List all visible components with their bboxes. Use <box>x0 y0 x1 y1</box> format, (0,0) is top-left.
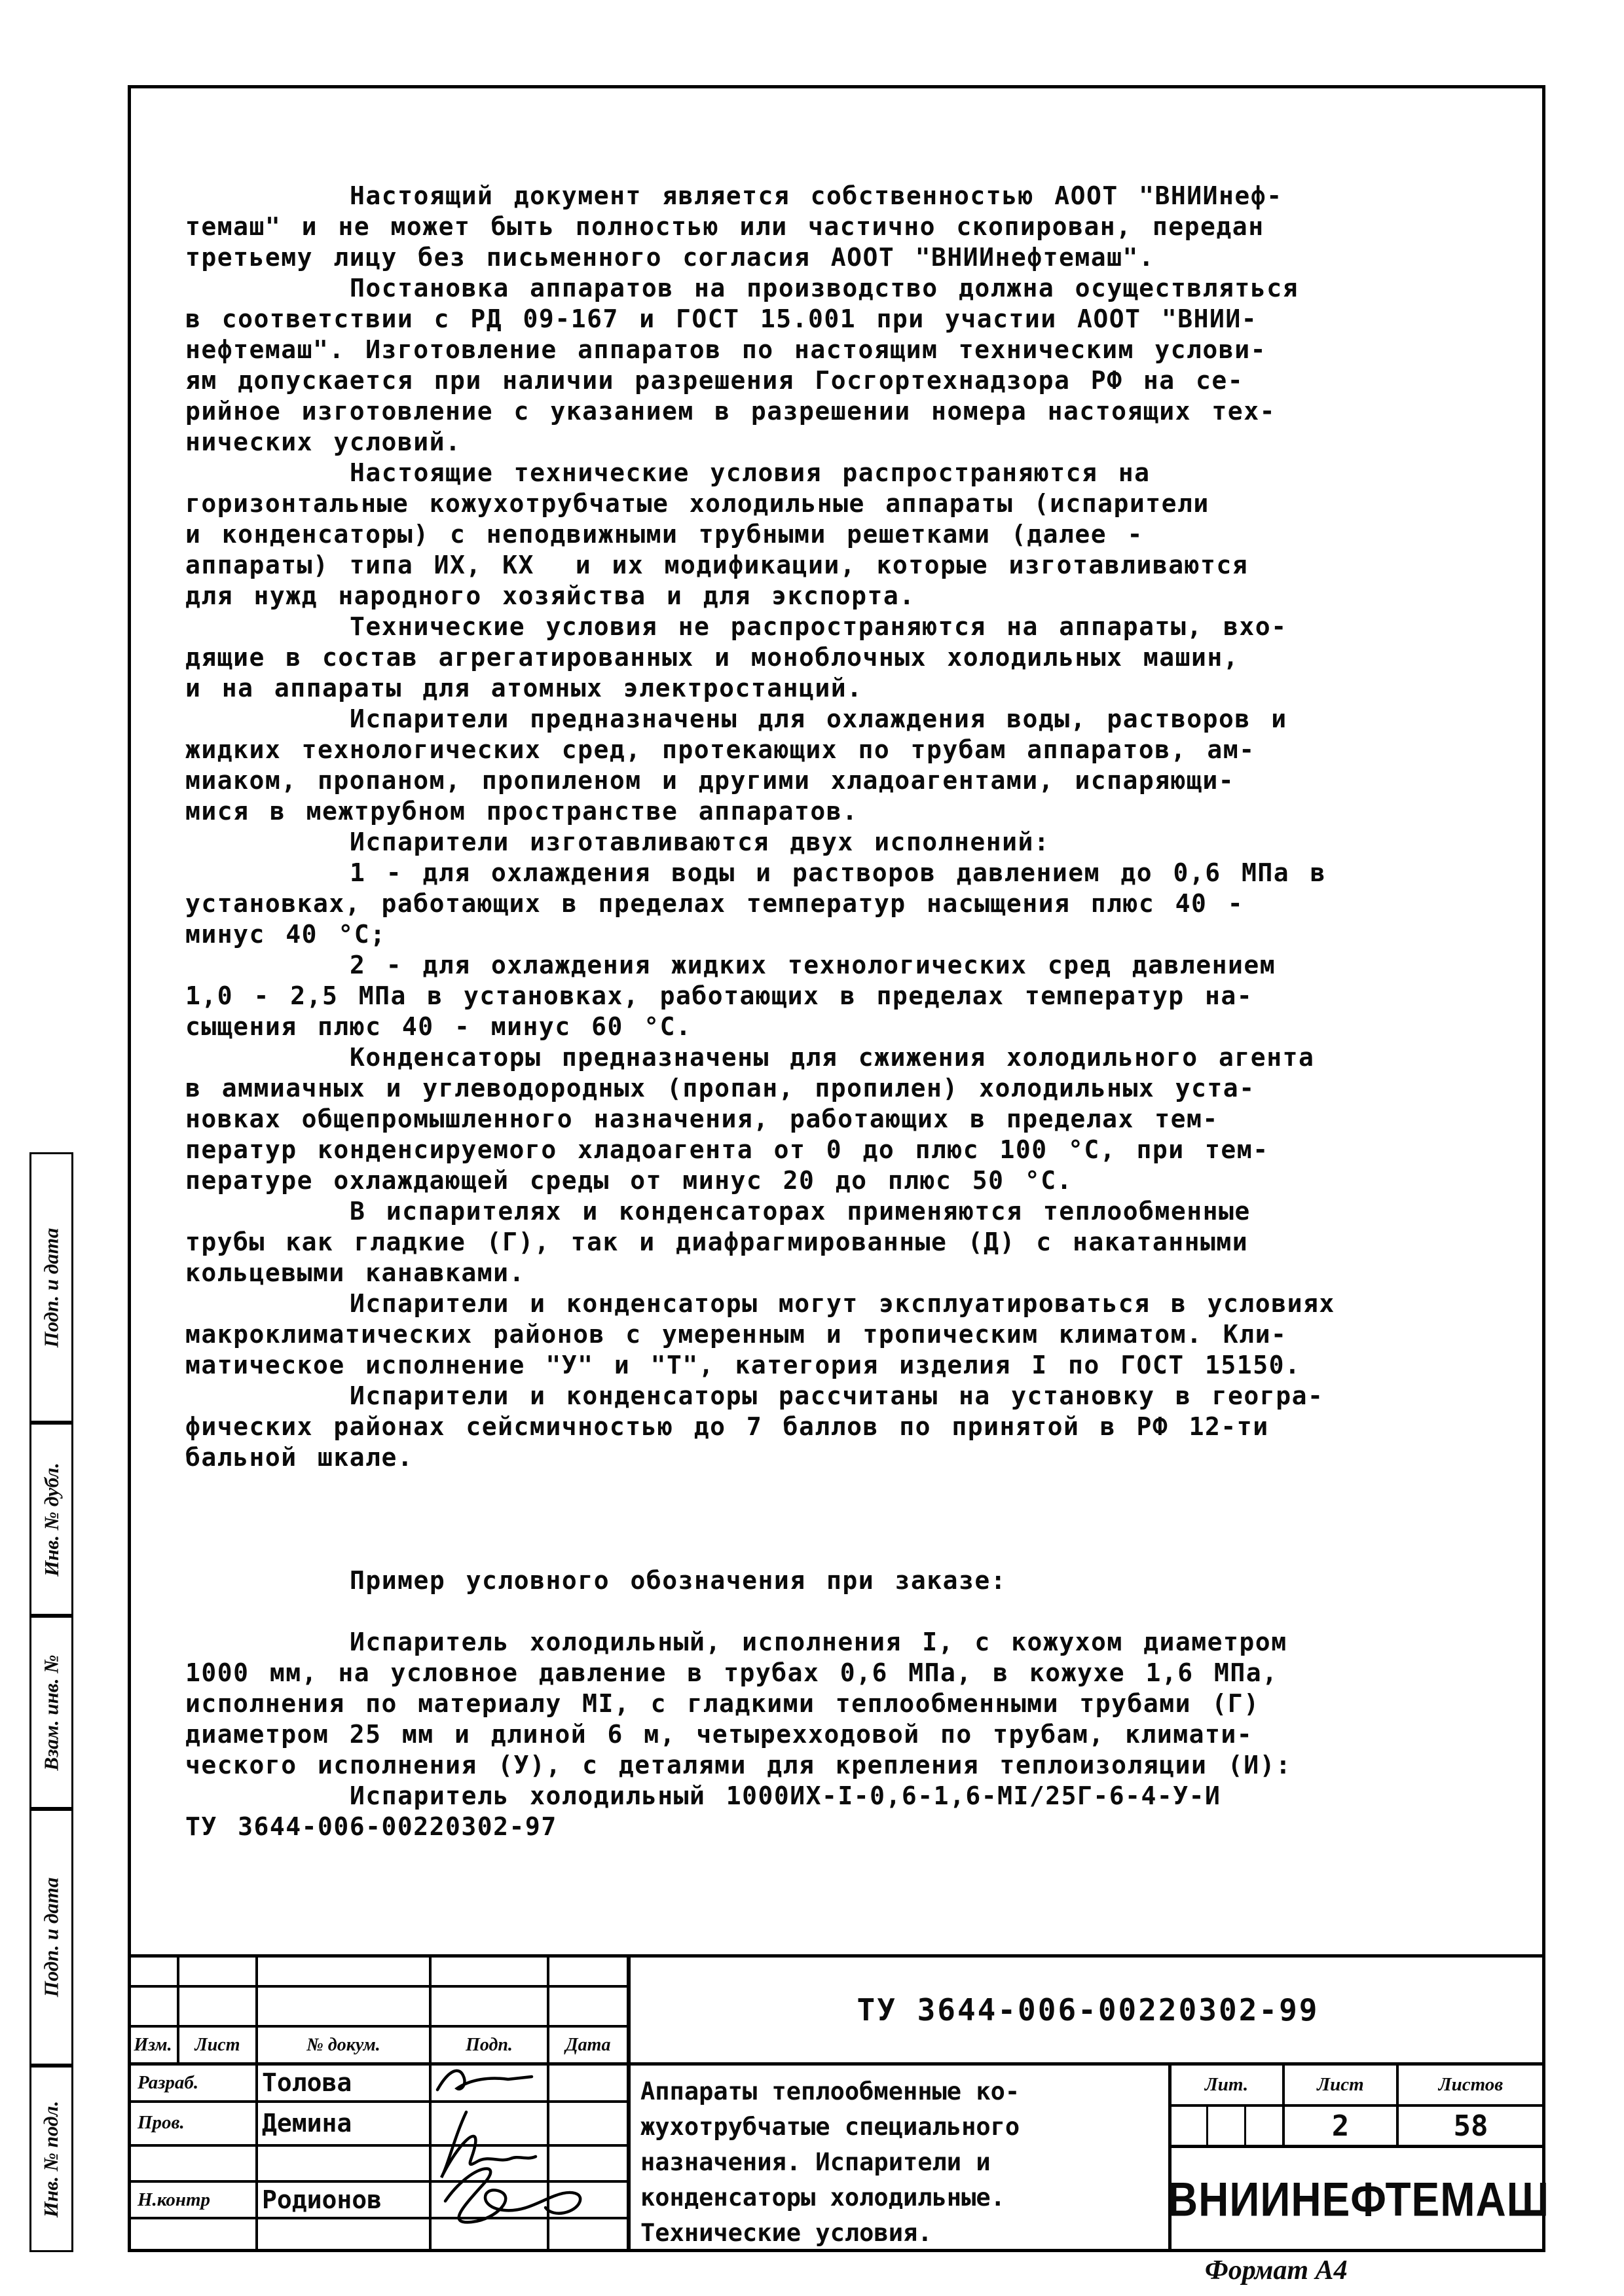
titleblock-rule <box>255 1954 258 2252</box>
body-text-line: В испарителях и конденсаторах применяются теплообменные <box>185 1197 1251 1226</box>
body-text-line: Испарители и конденсаторы рассчитаны на установку в геогра- <box>185 1381 1324 1410</box>
role-nkontr <box>138 2183 254 2217</box>
margin-label: Инв. № подл. <box>39 2100 63 2217</box>
body-text-line: новках общепромышленного назначения, работающих в пределах тем- <box>185 1104 1219 1133</box>
body-text-line: рийное изготовление с указанием в разрешении номера настоящих тех- <box>185 397 1276 426</box>
format-note <box>1205 2255 1414 2286</box>
body-text-line: для нужд народного хозяйства и для экспорта. <box>185 581 915 610</box>
margin-label: Инв. № дубл. <box>39 1462 63 1576</box>
listov-value-text: 58 <box>1453 2109 1488 2143</box>
body-text-line: Пример условного обозначения при заказе: <box>185 1566 1007 1595</box>
body-text-line <box>185 1504 1521 1535</box>
body-text-line: ям допускается при наличии разрешения Госгортехнадзора РФ на се- <box>185 366 1244 395</box>
body-text-line: Испарители предназначены для охлаждения воды, растворов и <box>185 704 1287 733</box>
body-text-line: Постановка аппаратов на производство должна осуществляться <box>185 274 1299 302</box>
organization-name: ВНИИНЕФТЕМАШ <box>1167 2172 1550 2227</box>
body-text-line: трубы как гладкие (Г), так и диафрагмированные (Д) с накатанными <box>185 1228 1249 1256</box>
name-prov <box>262 2103 428 2143</box>
body-text-line: 1000 мм, на условное давление в трубах 0,6 МПа, в кожухе 1,6 МПа, <box>185 1658 1278 1687</box>
doc-title-line: Технические условия. <box>640 2219 932 2247</box>
body-text-line: и конденсаторы) с неподвижными трубными решетками (далее - <box>185 520 1143 549</box>
column-header-izm <box>129 2028 177 2062</box>
body-text-line: и на аппараты для атомных электростанций. <box>185 674 863 702</box>
body-text-line: Технические условия не распространяются на аппараты, вхо- <box>185 612 1287 641</box>
name-razrab <box>262 2065 428 2100</box>
name-nkontr <box>262 2183 428 2217</box>
body-text-line: ператур конденсируемого хладоагента от 0 до плюс 100 °С, при тем- <box>185 1135 1269 1164</box>
margin-label: Подп. и дата <box>39 1228 63 1347</box>
body-text-line: макроклиматических районов с умеренным и тропическим климатом. Кли- <box>185 1320 1287 1349</box>
role-label: Пров. <box>138 2112 185 2133</box>
body-text-line: аппараты) типа ИХ, КХ и их модификации, которые изготавливаются <box>185 551 1249 579</box>
margin-box-podp-i-data-1 <box>29 1152 73 1423</box>
body-text-line <box>185 1596 1521 1627</box>
listov-value <box>1399 2107 1543 2145</box>
column-header-data <box>549 2028 627 2062</box>
body-text-line: Испарители изготавливаются двух исполнений: <box>185 828 1050 856</box>
body-text-line: ТУ 3644-006-00220302-97 <box>185 1812 557 1841</box>
role-label: Разраб. <box>138 2071 199 2093</box>
body-text-line: мися в межтрубном пространстве аппаратов. <box>185 797 858 826</box>
role-razrab <box>138 2065 254 2100</box>
document-body <box>185 181 1521 1842</box>
body-text-line: фических районах сейсмичностью до 7 баллов по принятой в РФ 12-ти <box>185 1412 1269 1441</box>
margin-box-inv-dubl <box>29 1423 73 1616</box>
body-text-line: третьему лицу без письменного согласия АООТ "ВНИИнефтемаш". <box>185 243 1155 272</box>
role-prov <box>138 2103 254 2143</box>
body-text-line: темаш" и не может быть полностью или частично скопирован, передан <box>185 212 1264 241</box>
titleblock-rule <box>128 1985 629 1988</box>
body-text-line: жидких технологических сред, протекающих по трубам аппаратов, ам- <box>185 735 1255 764</box>
doc-number <box>631 1958 1545 2062</box>
person-name: Родионов <box>262 2185 382 2214</box>
body-text-line: бальной шкале. <box>185 1443 414 1472</box>
listov-header <box>1399 2065 1543 2104</box>
body-text-line: горизонтальные кожухотрубчатые холодильные аппараты (испарители <box>185 489 1209 518</box>
signature-razrab <box>432 2061 547 2100</box>
column-header-label: Лист <box>194 2034 240 2055</box>
body-text-line: матическое исполнение "У" и "Т", категория изделия I по ГОСТ 15150. <box>185 1351 1301 1379</box>
doc-title-line: Аппараты теплообменные ко- <box>640 2077 1020 2105</box>
body-text-line: Испаритель холодильный 1000ИХ-I-0,6-1,6-МI/25Г-6-4-У-И <box>185 1781 1221 1810</box>
body-text-line: дящие в состав агрегатированных и моноблочных холодильных машин, <box>185 643 1240 672</box>
column-header-label: Подп. <box>466 2034 513 2055</box>
list-value-text: 2 <box>1331 2109 1350 2143</box>
body-text-line: миаком, пропаном, пропиленом и другими хладоагентами, испаряющи- <box>185 766 1235 795</box>
body-text-line: Испарители и конденсаторы могут эксплуатироваться в условиях <box>185 1289 1335 1318</box>
column-header-label: № докум. <box>306 2034 380 2055</box>
organization-cell <box>1167 2148 1550 2250</box>
list-value <box>1285 2107 1396 2145</box>
body-text-line: Конденсаторы предназначены для сжижения холодильного агента <box>185 1043 1315 1072</box>
list-header <box>1285 2065 1396 2104</box>
signature-nkontr <box>416 2158 612 2226</box>
margin-label: Подп. и дата <box>39 1877 63 1997</box>
person-name: Толова <box>262 2068 352 2097</box>
listov-header-label: Листов <box>1438 2073 1504 2095</box>
doc-title-line: жухотрубчатые специального <box>640 2113 1020 2141</box>
lit-header-label: Лит. <box>1204 2073 1249 2095</box>
role-label: Н.контр <box>138 2189 211 2210</box>
body-text-line: Настоящий документ является собственностью АООТ "ВНИИнеф- <box>185 181 1283 210</box>
margin-box-vzam-inv <box>29 1616 73 1809</box>
body-text-line: Испаритель холодильный, исполнения I, с кожухом диаметром <box>185 1628 1287 1656</box>
body-text-line <box>185 1473 1521 1504</box>
column-header-list <box>179 2028 255 2062</box>
column-header-dokum <box>258 2028 429 2062</box>
body-text-line: 2 - для охлаждения жидких технологических сред давлением <box>185 951 1276 979</box>
person-name: Демина <box>262 2108 352 2138</box>
body-text-line: кольцевыми канавками. <box>185 1258 525 1287</box>
body-text-line: установках, работающих в пределах температур насыщения плюс 40 - <box>185 889 1244 918</box>
body-text-line: нических условий. <box>185 428 462 456</box>
body-text-line: пературе охлаждающей среды от минус 20 до плюс 50 °С. <box>185 1166 1073 1195</box>
list-header-label: Лист <box>1317 2073 1364 2095</box>
doc-title-line: конденсаторы холодильные. <box>640 2183 1005 2212</box>
body-text-line: минус 40 °С; <box>185 920 386 949</box>
margin-label: Взам. инв. № <box>39 1654 63 1771</box>
column-header-podp <box>432 2028 547 2062</box>
doc-title-line: назначения. Испарители и <box>640 2148 991 2176</box>
body-text-line: в аммиачных и углеводородных (пропан, пропилен) холодильных уста- <box>185 1074 1255 1102</box>
body-text-line: 1,0 - 2,5 МПа в установках, работающих в пределах температур на- <box>185 981 1253 1010</box>
column-header-label: Дата <box>565 2034 611 2055</box>
margin-box-podp-i-data-2 <box>29 1809 73 2066</box>
doc-title <box>640 2074 1164 2251</box>
body-text-line: 1 - для охлаждения воды и растворов давлением до 0,6 МПа в <box>185 858 1326 887</box>
body-text-line: исполнения по материалу МI, с гладкими теплообменными трубами (Г) <box>185 1689 1260 1718</box>
body-text-line: диаметром 25 мм и длиной 6 м, четырехходовой по трубам, климати- <box>185 1720 1253 1749</box>
body-text-line: нефтемаш". Изготовление аппаратов по настоящим техническим услови- <box>185 335 1266 364</box>
format-note-text: Формат А4 <box>1205 2255 1348 2286</box>
body-text-line <box>185 1535 1521 1565</box>
column-header-label: Изм. <box>134 2034 172 2055</box>
body-text-line: Настоящие технические условия распространяются на <box>185 458 1151 487</box>
lit-header <box>1171 2065 1282 2104</box>
body-text-line: ческого исполнения (У), с деталями для крепления теплоизоляции (И): <box>185 1751 1292 1779</box>
body-text-line: в соответствии с РД 09-167 и ГОСТ 15.001 при участии АООТ "ВНИИ- <box>185 304 1258 333</box>
body-text-line: сыщения плюс 40 - минус 60 °С. <box>185 1012 692 1041</box>
doc-number-text: ТУ 3644-006-00220302-99 <box>857 1992 1320 2028</box>
lit-value <box>1171 2107 1282 2145</box>
margin-box-inv-podl <box>29 2066 73 2252</box>
